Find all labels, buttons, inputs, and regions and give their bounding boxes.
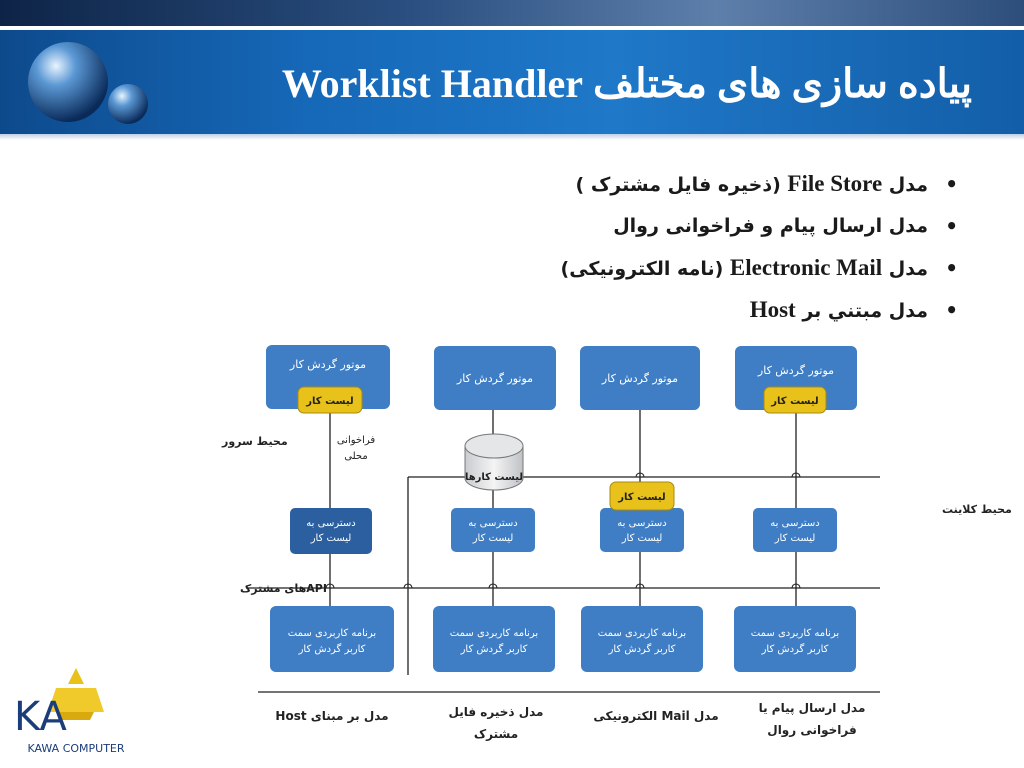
title-fa: پیاده سازی های مختلف: [592, 61, 972, 106]
worklist-label: لیست کار: [771, 396, 819, 407]
caption-host: مدل بر مبنای Host: [275, 709, 389, 723]
logo-text: KAWA COMPUTER: [27, 742, 125, 755]
local-call-label: محلی: [344, 451, 368, 462]
access-box: [600, 508, 684, 552]
access-label: دسترسی به: [770, 518, 820, 529]
access-box: [451, 508, 535, 552]
caption-file: مشترک: [473, 727, 519, 741]
slide-title: [282, 60, 972, 107]
access-label: لیست کار: [310, 533, 352, 544]
access-label: دسترسی به: [617, 518, 667, 529]
bullet-message: [416, 208, 936, 250]
api-label: APIهای مشترک: [240, 582, 327, 595]
app-label: برنامه کاربردی سمت: [597, 628, 687, 639]
bullet-host: [416, 292, 936, 334]
architecture-diagram: [0, 330, 1024, 768]
access-box: [753, 508, 837, 552]
server-env-label: محیط سرور: [222, 435, 288, 448]
bullet-email: [416, 250, 936, 292]
engine-label: موتور گردش کار: [289, 358, 367, 371]
engine-label: موتور گردش کار: [757, 364, 835, 377]
bullet-latin: Host: [749, 297, 796, 322]
app-label: برنامه کاربردی سمت: [750, 628, 840, 639]
caption-mail: مدل Mail الکترونیکی: [593, 709, 719, 723]
bullet-list: [416, 166, 936, 334]
app-box: [581, 606, 703, 672]
app-box: [433, 606, 555, 672]
app-label: کاربر گردش کار: [298, 644, 366, 655]
logo-mark: KA: [14, 694, 67, 740]
app-label: کاربر گردش کار: [460, 644, 528, 655]
access-label: دسترسی به: [306, 518, 356, 529]
caption-message: مدل ارسال پیام یا: [758, 701, 866, 715]
engine-label: موتور گردش کار: [601, 372, 679, 385]
bullet-text: مدل مبتني بر: [795, 300, 928, 322]
access-label: دسترسی به: [468, 518, 518, 529]
app-label: کاربر گردش کار: [761, 644, 829, 655]
access-label: لیست کار: [774, 533, 816, 544]
title-en: Worklist Handler: [281, 61, 583, 106]
bullet-text: مدل ارسال پیام و فراخوانی روال: [613, 215, 928, 237]
app-box: [270, 606, 394, 672]
app-label: برنامه کاربردی سمت: [287, 628, 377, 639]
access-box: [290, 508, 372, 554]
app-label: کاربر گردش کار: [608, 644, 676, 655]
access-label: لیست کار: [472, 533, 514, 544]
caption-file: مدل ذخیره فایل: [448, 705, 544, 719]
globe-icon: [20, 36, 160, 136]
bullet-text: مدل: [882, 258, 928, 280]
bullet-file-store: [416, 166, 936, 208]
bullet-latin: File Store: [787, 171, 883, 196]
bullet-text: مدل: [882, 174, 928, 196]
engine-label: موتور گردش کار: [456, 372, 534, 385]
kawa-logo: [6, 660, 146, 760]
bullet-latin: Electronic Mail: [729, 255, 883, 280]
app-box: [734, 606, 856, 672]
caption-message: فراخوانی روال: [767, 723, 857, 737]
worklist-label: لیست کار: [306, 396, 354, 407]
app-label: برنامه کاربردی سمت: [449, 628, 539, 639]
database-icon: [465, 434, 523, 458]
bullet-text: (نامه الکترونیکی): [560, 258, 730, 280]
worklist-label: لیست کار: [618, 492, 666, 503]
worklists-label: لیست کارها: [464, 472, 524, 483]
access-label: لیست کار: [621, 533, 663, 544]
top-strip: [0, 0, 1024, 26]
client-env-label: محیط کلاینت: [942, 503, 1012, 516]
bullet-text: (ذخیره فایل مشترک ): [575, 174, 788, 196]
local-call-label: فراخوانی: [336, 435, 376, 446]
